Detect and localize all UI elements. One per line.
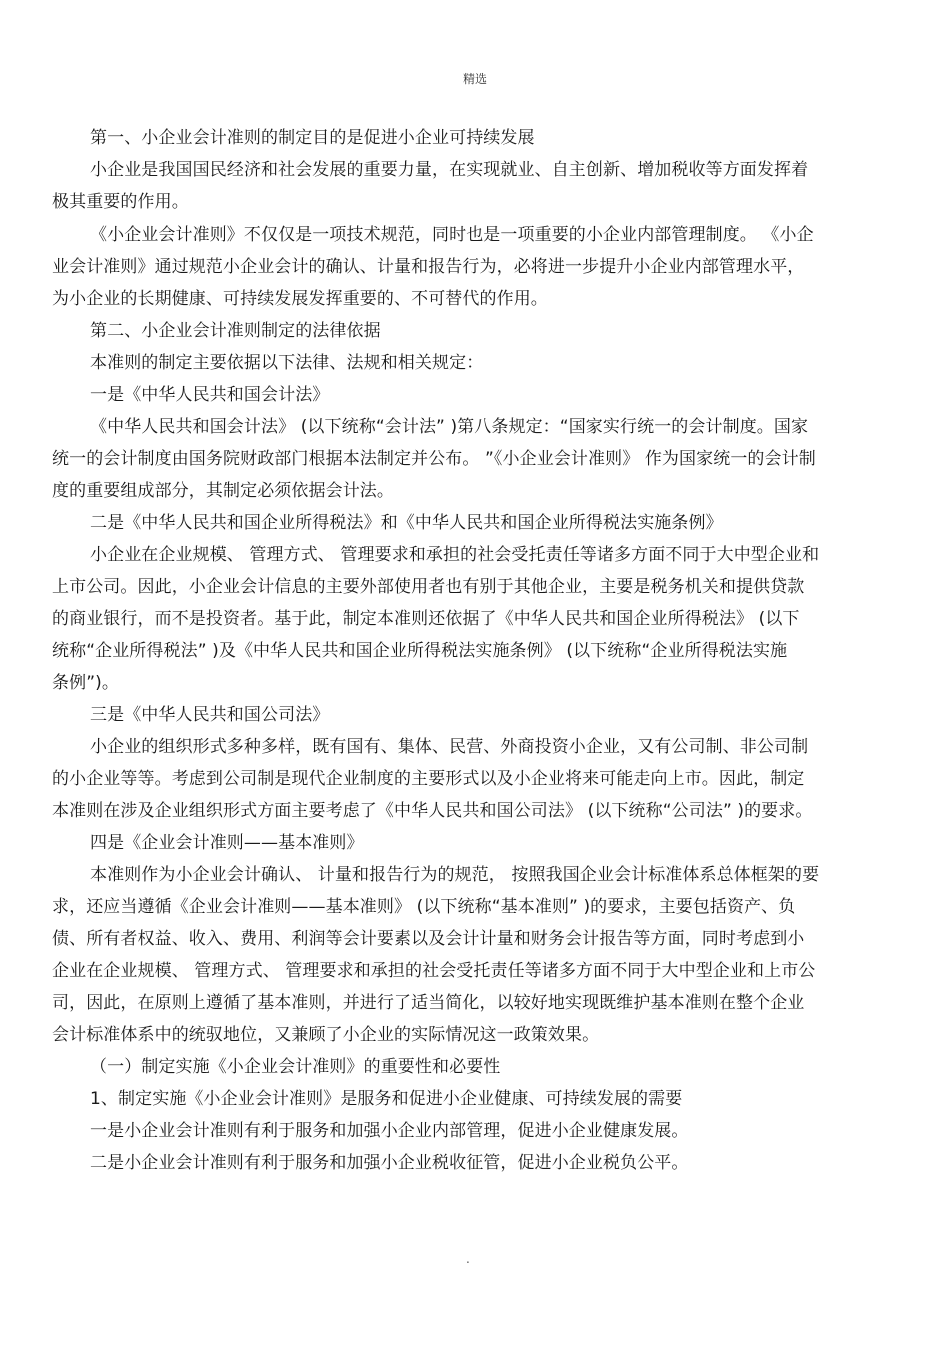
page-header: 精选: [462, 72, 487, 86]
paragraph-line: 的商业银行，而不是投资者。基于此，制定本准则还依据了《中华人民共和国企业所得税法》 (以下: [52, 609, 800, 629]
paragraph-line: 求，还应当遵循《企业会计准则——基本准则》 (以下统称“基本准则” )的要求，主要包括资产、负: [52, 897, 796, 917]
paragraph-line: 统一的会计制度由国务院财政部门根据本法制定并公布。 ”《小企业会计准则》 作为国家统一的会计制: [52, 449, 816, 469]
paragraph-line: 本准则作为小企业会计确认、 计量和报告行为的规范， 按照我国企业会计标准体系总体框架的要: [90, 865, 820, 885]
subheading: 三是《中华人民共和国公司法》: [90, 705, 330, 725]
paragraph-line: 债、所有者权益、收入、费用、利润等会计要素以及会计计量和财务会计报告等方面，同时考虑到小: [52, 929, 805, 949]
paragraph-line: 极其重要的作用。: [52, 192, 189, 212]
paragraph-line: 小企业的组织形式多种多样，既有国有、集体、民营、外商投资小企业，又有公司制、非公司制: [90, 737, 809, 757]
page-footer: .: [466, 1252, 470, 1266]
heading-2: 第二、小企业会计准则制定的法律依据: [90, 321, 381, 341]
subheading: 四是《企业会计准则——基本准则》: [90, 833, 364, 853]
subheading: （一）制定实施《小企业会计准则》的重要性和必要性: [90, 1057, 501, 1077]
subheading: 一是《中华人民共和国会计法》: [90, 385, 330, 405]
heading-1: 第一、小企业会计准则的制定目的是促进小企业可持续发展: [90, 128, 535, 148]
paragraph-line: 1、制定实施《小企业会计准则》是服务和促进小企业健康、可持续发展的需要: [90, 1089, 683, 1109]
paragraph-line: 业会计准则》通过规范小企业会计的确认、计量和报告行为，必将进一步提升小企业内部管理水平，: [52, 257, 805, 277]
paragraph-line: 二是小企业会计准则有利于服务和加强小企业税收征管，促进小企业税负公平。: [90, 1153, 689, 1173]
paragraph-line: 的小企业等等。考虑到公司制是现代企业制度的主要形式以及小企业将来可能走向上市。因此，制定: [52, 769, 805, 789]
paragraph-line: 统称“企业所得税法” )及《中华人民共和国企业所得税法实施条例》 (以下统称“企业所得税法实施: [52, 641, 788, 661]
paragraph-line: 小企业在企业规模、 管理方式、 管理要求和承担的社会受托责任等诸多方面不同于大中型企业和: [90, 545, 820, 565]
paragraph-line: 本准则在涉及企业组织形式方面主要考虑了《中华人民共和国公司法》 (以下统称“公司法” )的要求。: [52, 801, 813, 821]
paragraph-line: 企业在企业规模、 管理方式、 管理要求和承担的社会受托责任等诸多方面不同于大中型企业和上市公: [52, 961, 816, 981]
paragraph-line: 《小企业会计准则》不仅仅是一项技术规范，同时也是一项重要的小企业内部管理制度。 《小企: [90, 225, 814, 245]
paragraph-line: 上市公司。因此，小企业会计信息的主要外部使用者也有别于其他企业，主要是税务机关和提供贷款: [52, 577, 805, 597]
paragraph-line: 会计标准体系中的统驭地位，又兼顾了小企业的实际情况这一政策效果。: [52, 1025, 600, 1045]
paragraph-line: 司，因此，在原则上遵循了基本准则，并进行了适当简化，以较好地实现既维护基本准则在整个企业: [52, 993, 805, 1013]
subheading: 二是《中华人民共和国企业所得税法》和《中华人民共和国企业所得税法实施条例》: [90, 513, 723, 533]
paragraph-line: 一是小企业会计准则有利于服务和加强小企业内部管理，促进小企业健康发展。: [90, 1121, 689, 1141]
paragraph-line: 度的重要组成部分，其制定必须依据会计法。: [52, 481, 394, 501]
paragraph-line: 《中华人民共和国会计法》 (以下统称“会计法” )第八条规定：“国家实行统一的会计制度。国家: [90, 417, 809, 437]
paragraph-line: 小企业是我国国民经济和社会发展的重要力量，在实现就业、自主创新、增加税收等方面发挥着: [90, 160, 809, 180]
paragraph-line: 为小企业的长期健康、可持续发展发挥重要的、不可替代的作用。: [52, 289, 548, 309]
paragraph-line: 条例”)。: [52, 673, 119, 693]
paragraph-line: 本准则的制定主要依据以下法律、法规和相关规定：: [90, 353, 484, 373]
